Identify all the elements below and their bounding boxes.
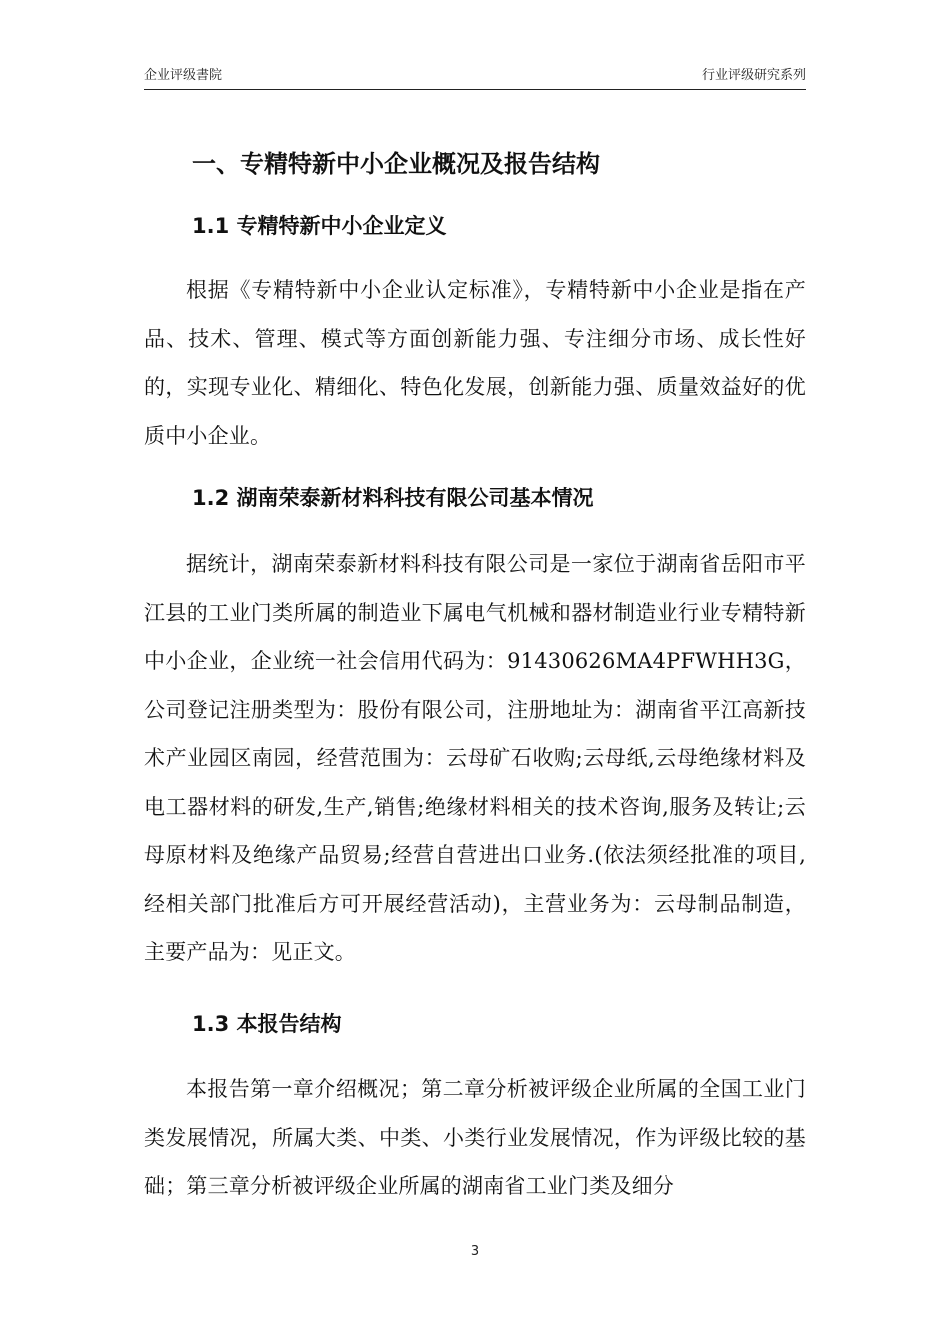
- section-heading-1-2: 1.2 湖南荣泰新材料科技有限公司基本情况: [192, 486, 594, 510]
- section-body-1-3: 本报告第一章介绍概况；第二章分析被评级企业所属的全国工业门类发展情况，所属大类、中类、小类行业发展情况，作为评级比较的基础；第三章分析被评级企业所属的湖南省工业门类及细分: [144, 1077, 806, 1198]
- section-body-1-2: 据统计，湖南荣泰新材料科技有限公司是一家位于湖南省岳阳市平江县的工业门类所属的制造业下属电气机械和器材制造业行业专精特新中小企业，企业统一社会信用代码为：91430626MA4PFWHH3G，公司登记注册类型为：股份有限公司，注册地址为：湖南省平江高新技术产业园区南园，经营范围为：云母矿石收购;云母纸,云母绝缘材料及电工器材料的研发,生产,销售;绝缘材料相关的技术咨询,服务及转让;云母原材料及绝缘产品贸易;经营自营进出口业务.(依法须经批准的项目,经相关部门批准后方可开展经营活动)，主营业务为：云母制品制造，主要产品为：见正文。: [144, 552, 806, 964]
- running-header-left: 企业评级書院: [144, 68, 223, 83]
- section-body-1-1: 根据《专精特新中小企业认定标准》，专精特新中小企业是指在产品、技术、管理、模式等方面创新能力强、专注细分市场、成长性好的，实现专业化、精细化、特色化发展，创新能力强、质量效益好的优质中小企业。: [144, 278, 806, 448]
- running-header-right: 行业评级研究系列: [701, 68, 806, 83]
- page-number: 3: [470, 1244, 480, 1259]
- header-divider: [144, 89, 806, 90]
- chapter-title: 一、专精特新中小企业概况及报告结构: [192, 150, 600, 178]
- section-heading-1-3: 1.3 本报告结构: [192, 1012, 342, 1036]
- section-heading-1-1: 1.1 专精特新中小企业定义: [192, 214, 447, 238]
